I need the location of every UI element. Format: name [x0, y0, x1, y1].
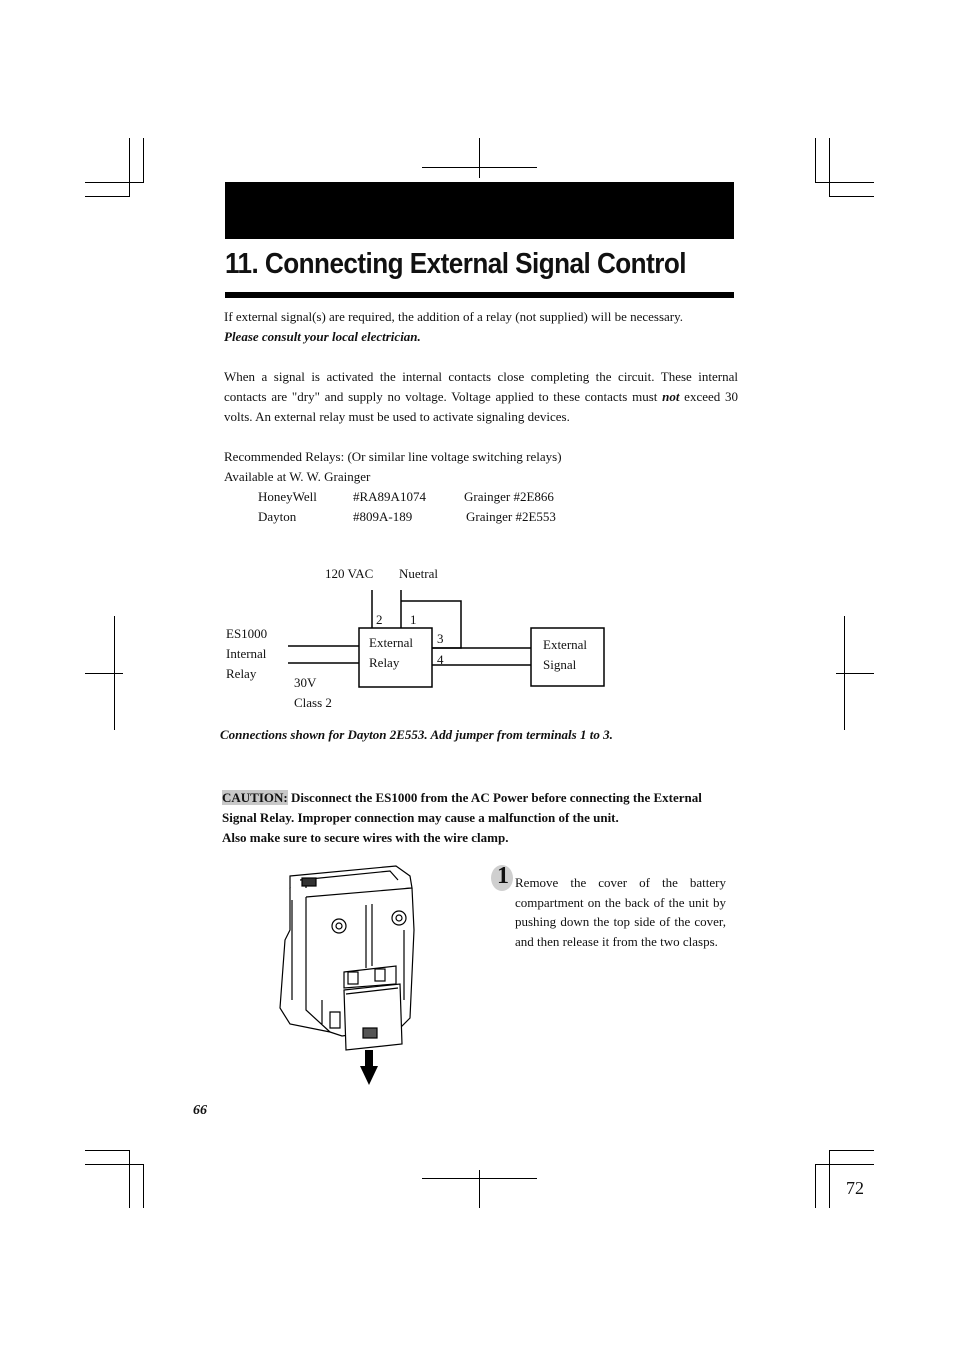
caution-tag: CAUTION: [222, 790, 288, 805]
relay-brand: HoneyWell [258, 489, 317, 504]
relays-heading: Recommended Relays: (Or similar line voltage switching relays) [224, 449, 562, 464]
vac-label: 120 VAC [325, 566, 374, 581]
relay-brand: Dayton [258, 509, 297, 524]
internal-label: Internal [226, 646, 267, 661]
voltage-label: 30V [294, 675, 317, 690]
terminal-1-label: 1 [410, 612, 417, 627]
relay-model: #RA89A1074 [353, 489, 426, 504]
relays-source: Available at W. W. Grainger [224, 469, 371, 484]
relay-box-label-2: Relay [369, 655, 400, 670]
signal-box-label-1: External [543, 637, 588, 652]
diagram-caption: Connections shown for Dayton 2E553. Add jumper from terminals 1 to 3. [220, 727, 613, 742]
caution-line-2: Also make sure to secure wires with the wire clamp. [222, 830, 509, 845]
relay-label: Relay [226, 666, 257, 681]
intro-emphasis: Please consult your local electrician. [224, 329, 421, 344]
down-arrow-head [360, 1066, 378, 1085]
relay-box-label-1: External [369, 635, 414, 650]
contacts-emphasis: not [662, 389, 680, 404]
page-number-left: 66 [193, 1103, 207, 1118]
page-title: 11. Connecting External Signal Control [225, 248, 686, 280]
caution-text: Disconnect the ES1000 from the AC Power before connecting the External Signal Relay. Improper connection may cause a malfunction of the unit. [222, 790, 702, 825]
intro-text: If external signal(s) are required, the addition of a relay (not supplied) will be necessary. [224, 309, 684, 324]
es1000-label: ES1000 [226, 626, 268, 641]
relay-grainger: Grainger #2E866 [464, 489, 554, 504]
contacts-text-after: exceed 30 volts. An external relay must be used to activate signaling devices. [224, 389, 739, 424]
terminal-4-label: 4 [437, 652, 444, 667]
neutral-label: Nuetral [399, 566, 438, 581]
terminal-2-label: 2 [376, 612, 383, 627]
page-number-right: 72 [846, 1178, 864, 1198]
relay-grainger: Grainger #2E553 [466, 509, 556, 524]
contacts-text-before: When a signal is activated the internal contacts close completing the circuit. These internal contacts are "dry" and supply no voltage. Voltage applied to these contacts must [224, 369, 738, 404]
step-number: 1 [497, 863, 509, 889]
terminal-3-label: 3 [437, 631, 444, 646]
relay-model: #809A-189 [353, 509, 413, 524]
class-label: Class 2 [294, 695, 332, 710]
signal-box-label-2: Signal [543, 657, 577, 672]
step-text: Remove the cover of the battery compartment on the back of the unit by pushing down the top side of the cover, and then release it from the two clasps. [515, 875, 726, 949]
